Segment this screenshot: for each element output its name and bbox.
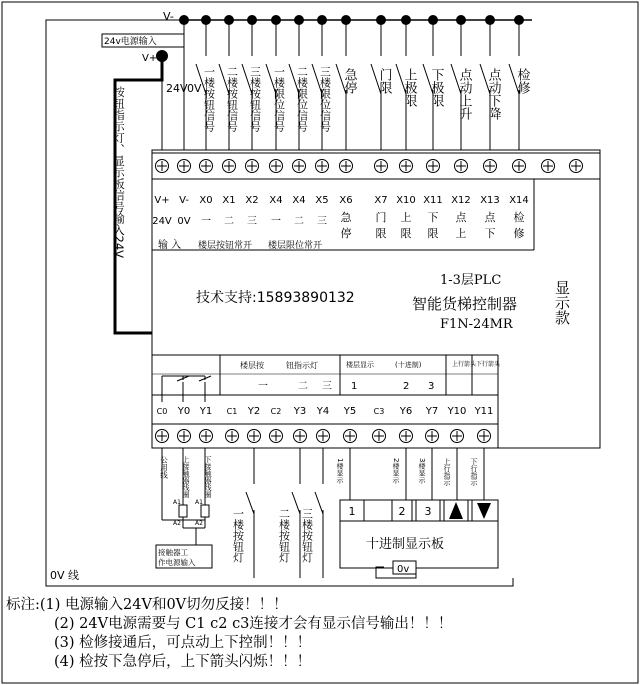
out-down-arrow-label: 下行箭头 [476,361,501,368]
common-line-label: 公用线 [159,456,169,479]
terminal-label-x2: 三楼按钮信号 [248,66,262,132]
input-label-top-5: X4 [269,195,283,206]
input-label-top-12: X12 [451,195,471,206]
input-label-top-3: X1 [222,195,236,206]
input-label-top-0: V+ [154,195,170,206]
output-label-y10: Y10 [447,406,467,417]
input-label-bottom-9-b: 限 [375,227,387,240]
group-floor-limit-label: 楼层限位常开 [268,241,323,251]
zero-v-line-label: 0V 线 [50,569,80,582]
light-switch-0 [246,492,254,514]
disp-signal-label-4: 下行指示 [470,458,478,486]
input-label-top-6: X4 [292,195,306,206]
input-label-top-11: X11 [423,195,443,206]
terminal-label-x0: 一楼按钮信号 [202,66,216,132]
note-1-text: (1) 电源输入24V和0V切勿反接！！！ [39,597,288,613]
input-label-top-1: V- [179,195,189,206]
note-2: (2) 24V电源需要与 C1 c2 c3连接才会有显示信号输出！！！ [54,616,453,632]
input-label-bottom-5: 一 [271,216,281,227]
input-label-bottom-14-b: 修 [513,227,525,240]
terminal-label-x4: 二楼限位信号 [295,66,309,132]
input-label-bottom-8: 急 [340,211,352,224]
floor-light-switches [232,448,324,578]
contactor-power-label-1: 接触器工 [158,548,188,557]
input-label-top-7: X5 [315,195,329,206]
input-label-top-8: X6 [339,195,353,206]
input-label-bottom-9: 门 [375,211,387,224]
terminal-label-x3: 一楼限位信号 [272,66,286,132]
input-label-bottom-10: 上 [400,211,412,224]
board-cell-label-1: 2 [398,505,406,518]
notes-heading: 标注: [6,597,40,613]
out-light-3: 三 [322,381,332,392]
light-switch-2 [315,492,323,514]
power-input-label: 24v电源输入 [104,37,157,47]
group-input-label: 输 入 [158,240,182,251]
input-label-bottom-6: 二 [294,216,304,227]
coil-down-a2: A2 [195,520,203,527]
out-group2-label: 钮指示灯 [286,361,318,370]
input-label-bottom-12: 点 [455,211,467,224]
display-board-title: 十进制显示板 [366,537,445,552]
out-group1-label: 楼层按 [240,361,264,370]
input-label-bottom-12-b: 上 [455,227,467,240]
disp-signal-label-0: 1楼显示 [336,458,344,484]
terminal-label-x14: 检修 [514,68,530,94]
note-3: (3) 检修接通后，可点动上下控制！！！ [54,635,312,651]
terminal-label-x13: 点动下降 [485,68,501,120]
terminal-label-x7: 门限 [376,68,392,94]
input-switch-wires [166,15,530,155]
output-label-c0: C0 [156,407,168,416]
input-label-top-13: X13 [480,195,500,206]
output-label-y0: Y0 [177,406,191,417]
output-label-y5: Y5 [343,406,357,417]
terminal-label-x1: 二楼按钮信号 [225,66,239,132]
plc-title-line3: F1N-24MR [440,317,513,332]
group-floor-button-label: 楼层按钮常开 [198,241,253,251]
down-contactor-label: 下接触器线圈 [204,456,212,498]
input-label-bottom-3: 二 [224,216,234,227]
input-label-bottom-11: 下 [427,211,439,224]
v-minus-label: V- [163,10,174,23]
contactor-power-label-2: 作电源输入 [158,558,196,567]
input-label-top-14: X14 [509,195,529,206]
display-signal-wires [336,448,485,500]
terminal-label-x10: 上极限 [401,68,417,107]
v-plus-label: V+ [142,53,158,64]
output-label-y1: Y1 [199,406,213,417]
up-contactor-coil [179,505,187,517]
support-phone: 技术支持:15893890132 [196,290,355,306]
floor-light-label-1: 二楼按钮灯 [277,508,291,563]
output-label-y6: Y6 [399,406,413,417]
input-label-top-10: X10 [396,195,416,206]
out-up-arrow-label: 上行箭头 [452,361,477,368]
down-contactor-coil [201,505,209,517]
light-switch-1 [292,492,300,514]
display-label: 显示款 [553,280,571,325]
input-label-bottom-2: 一 [201,216,211,227]
output-label-y7: Y7 [425,406,439,417]
disp-signal-label-1: 2楼显示 [392,458,400,484]
coil-down-a1: A1 [195,499,203,506]
output-label-c2: C2 [270,407,282,416]
out-disp-1: 1 [351,381,358,392]
input-label-bottom-7: 三 [317,216,327,227]
terminal-label-x6: 急停 [341,68,357,94]
input-label-top-4: X2 [245,195,259,206]
input-label-bottom-13-b: 下 [484,227,496,240]
input-label-bottom-8-b: 停 [340,227,352,240]
out-group3-label: 楼层显示 [346,361,374,369]
output-label-y4: Y4 [316,406,330,417]
out-decimal-label: (十进制) [395,361,422,369]
notes-block [6,596,636,672]
output-label-c1: C1 [226,407,238,416]
terminal-label-x5: 三楼限位信号 [318,66,332,132]
terminal-label-x11: 下极限 [428,68,444,107]
out-disp-2: 2 [403,381,410,392]
terminal-label-24v: 24V [166,82,188,95]
floor-light-label-0: 一楼按钮灯 [231,508,245,563]
board-cell-label-0: 1 [348,505,356,518]
input-label-bottom-11-b: 限 [427,227,439,240]
terminal-label-x12: 点动上升 [456,68,472,120]
input-label-top-9: X7 [374,195,388,206]
output-label-y3: Y3 [293,406,307,417]
input-label-bottom-4: 三 [247,216,257,227]
output-label-y11: Y11 [474,406,494,417]
input-label-bottom-1: 0V [177,216,191,227]
out-light-1: 一 [258,381,268,392]
output-label-c3: C3 [373,407,385,416]
plc-title-line2: 智能货梯控制器 [412,295,518,313]
note-1 [6,596,636,615]
output-label-y2: Y2 [247,406,261,417]
plc-title-line1: 1-3层PLC [440,273,502,288]
input-label-bottom-0: 24V [152,216,172,227]
board-cell-label-2: 3 [424,505,432,518]
board-0v-label: 0v [397,564,410,575]
input-label-bottom-14: 检 [513,211,525,224]
indicator-wire-label: 按钮指示灯、显示板信号输入24V [112,86,126,259]
display-board-cells [340,500,498,521]
out-disp-3: 3 [428,381,435,392]
input-label-bottom-13: 点 [484,211,496,224]
disp-signal-label-2: 3楼显示 [418,458,426,484]
disp-signal-label-3: 上行指示 [443,458,451,486]
input-label-top-2: X0 [199,195,213,206]
coil-up-a2: A2 [173,520,181,527]
input-label-bottom-10-b: 限 [400,227,412,240]
terminal-label-0v: 0V [187,82,202,95]
out-light-2: 二 [298,381,308,392]
up-contactor-label: 上接触器线圈 [182,456,190,498]
coil-up-a1: A1 [173,499,181,506]
floor-light-label-2: 三楼按钮灯 [300,508,314,563]
bus-node-0 [179,15,189,25]
note-4: (4) 检按下急停后，上下箭头闪烁！！！ [54,654,312,670]
